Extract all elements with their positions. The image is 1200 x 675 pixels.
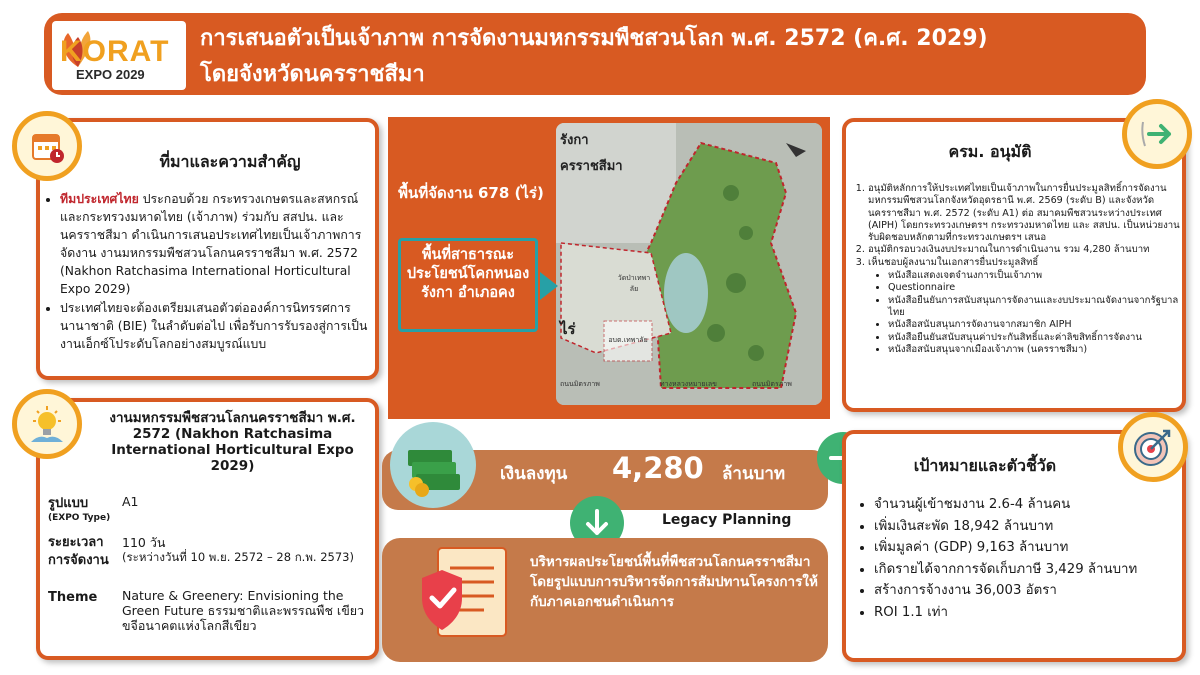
map-label-road: ถนนมิตรภาพ xyxy=(560,380,600,388)
target-icon xyxy=(1118,412,1188,482)
investment-unit: ล้านบาท xyxy=(722,464,786,484)
theme-value: Nature & Greenery: Envisioning the Green Future ธรรมชาติและพรรณพืช เขียวขจีอนาคตแห่งโลกสีเขียว xyxy=(122,588,365,633)
site-map xyxy=(556,123,822,405)
investment-amount: 4,280 xyxy=(612,451,704,485)
background-title: ที่มาและความสำคัญ xyxy=(159,152,301,171)
site-area-label: พื้นที่จัดงาน 678 (ไร่) xyxy=(398,184,544,202)
legacy-description: บริหารผลประโยชน์พื้นที่พืชสวนโลกนครราชสีมา โดยรูปแบบการบริหารจัดการสัมปทานโครงการให้กับภาคเอกชนดำเนินการ xyxy=(530,554,818,610)
arrow-right-badge-icon xyxy=(1122,99,1192,169)
list-item: • Questionnaire xyxy=(888,282,1182,294)
pointer-arrow-icon xyxy=(540,272,558,300)
map-label-office: อบต.เทพาลัย xyxy=(608,336,648,344)
background-list xyxy=(44,190,374,354)
korat-expo-logo xyxy=(52,21,186,90)
duration-label: ระยะเวลา การจัดงาน xyxy=(48,535,109,568)
public-area-label: พื้นที่สาธารณะประโยชน์โคกหนองรังกา อำเภอคง xyxy=(406,247,530,301)
goals-list xyxy=(856,494,1176,623)
list-item: • หนังสือยืนยันสนับสนุนค่าประกันสิทธิ์และค่าลิขสิทธิ์การจัดงาน xyxy=(888,332,1182,344)
map-side-fragment: ไร่ xyxy=(560,320,576,338)
list-item: • หนังสือแสดงเจตจำนงการเป็นเจ้าภาพ xyxy=(888,270,1182,282)
page-title-line1: การเสนอตัวเป็นเจ้าภาพ การจัดงานมหกรรมพืชสวนโลก พ.ศ. 2572 (ค.ศ. 2029) xyxy=(200,26,988,51)
legacy-planning-label: Legacy Planning xyxy=(662,512,792,528)
goals-title: เป้าหมายและตัวชี้วัด xyxy=(913,456,1057,475)
calendar-icon xyxy=(12,111,82,181)
expo-type-label: รูปแบบ (EXPO Type) xyxy=(48,496,111,523)
list-item: • เพิ่มมูลค่า (GDP) 9,163 ล้านบาท xyxy=(874,537,1176,559)
list-item: • ทีมประเทศไทย ประกอบด้วย กระทรวงเกษตรและสหกรณ์และกระทรวงมหาดไทย (เจ้าภาพ) ร่วมกับ สสปน. และนครราชสีมา ดำเนินการเสนอประเทศไทยเป็นเจ้าภาพการจัดงาน งานมหกรรมพืชสวนโลกนครราชสีมา พ.ศ. 2572 (Nakhon Ratchasima International Horticultural Expo 2029) xyxy=(60,190,374,298)
expo-info-title: งานมหกรรมพืชสวนโลกนครราชสีมา พ.ศ. 2572 (Nakhon Ratchasima International Horticultural Expo 2029) xyxy=(109,410,356,474)
list-item: • จำนวนผู้เข้าชมงาน 2.6-4 ล้านคน xyxy=(874,494,1176,516)
list-item: 2. อนุมัติกรอบวงเงินงบประมาณในการดำเนินงาน รวม 4,280 ล้านบาท xyxy=(868,244,1182,256)
theme-label: Theme xyxy=(48,590,98,605)
map-title-fragment: รังกา xyxy=(560,133,589,148)
list-item: 3. เห็นชอบผู้ลงนามในเอกสารยื่นประมูลสิทธิ์ • หนังสือแสดงเจตจำนงการเป็นเจ้าภาพ • Questionnaire • หนังสือยืนยันการสนับสนุนการจัดงานและงบประมาณจัดงานจากรัฐบาลไทย • หนังสือสนับสนุนการจัดงานจากสมาชิก AIPH • หนังสือยืนยันสนับสนุนค่าประกันสิทธิ์และค่าลิขสิทธิ์การจัดงาน • หนังสือสนับสนุนจากเมืองเจ้าภาพ (นครราชสีมา) xyxy=(868,257,1182,356)
list-item: • เพิ่มเงินสะพัด 18,942 ล้านบาท xyxy=(874,516,1176,538)
list-item: • ROI 1.1 เท่า xyxy=(874,602,1176,624)
map-label-road: ถนนมิตรภาพ xyxy=(752,380,792,388)
list-item: • หนังสือยืนยันการสนับสนุนการจัดงานและงบประมาณจัดงานจากรัฐบาลไทย xyxy=(888,295,1182,320)
lightbulb-icon xyxy=(12,389,82,459)
map-label-highway: ทางหลวงหมายเลข xyxy=(660,380,717,388)
shield-document-icon xyxy=(398,538,518,650)
logo-subtitle: EXPO 2029 xyxy=(76,67,145,82)
list-item: • ประเทศไทยจะต้องเตรียมเสนอตัวต่อองค์การนิทรรศการนานาชาติ (BIE) ในลำดับต่อไป เพื่อรับการรับรองสู่การเป็นงานเอ็กซ์โประดับโลกอย่างสมบูรณ์แบบ xyxy=(60,299,374,353)
logo-wordmark: KORAT xyxy=(60,35,170,68)
investment-label: เงินลงทุน xyxy=(500,464,568,484)
duration-value: 110 วัน (ระหว่างวันที่ 10 พ.ย. 2572 – 28 ก.พ. 2573) xyxy=(122,535,354,564)
page-title-line2: โดยจังหวัดนครราชสีมา xyxy=(200,62,425,87)
list-item: • หนังสือสนับสนุนจากเมืองเจ้าภาพ (นครราชสีมา) xyxy=(888,344,1182,356)
cabinet-title: ครม. อนุมัติ xyxy=(948,142,1032,161)
expo-type-value: A1 xyxy=(122,494,139,509)
map-label-temple: วัดป่าเทพาลัย xyxy=(617,274,651,293)
list-item: • เกิดรายได้จากการจัดเก็บภาษี 3,429 ล้านบาท xyxy=(874,559,1176,581)
map-subtitle-fragment: ครราชสีมา xyxy=(560,159,623,174)
list-item: • สร้างการจ้างงาน 36,003 อัตรา xyxy=(874,580,1176,602)
list-item: 1. อนุมัติหลักการให้ประเทศไทยเป็นเจ้าภาพในการยื่นประมูลสิทธิ์การจัดงานมหกรรมพืชสวนโลกจังหวัดอุดรธานี พ.ศ. 2569 (ระดับ B) และจังหวัดนครราชสีมา พ.ศ. 2572 (ระดับ A1) ต่อ สมาคมพืชสวนระหว่างประเทศ (AIPH) โดยกระทรวงเกษตรฯ กระทรวงมหาดไทย และ สสปน. เป็นหน่วยงานรับผิดชอบหลักตามที่กระทรวงเกษตรฯ เสนอ xyxy=(868,183,1182,244)
list-item: • หนังสือสนับสนุนการจัดงานจากสมาชิก AIPH xyxy=(888,319,1182,331)
money-stack-icon xyxy=(390,422,476,508)
cabinet-list xyxy=(852,183,1182,356)
